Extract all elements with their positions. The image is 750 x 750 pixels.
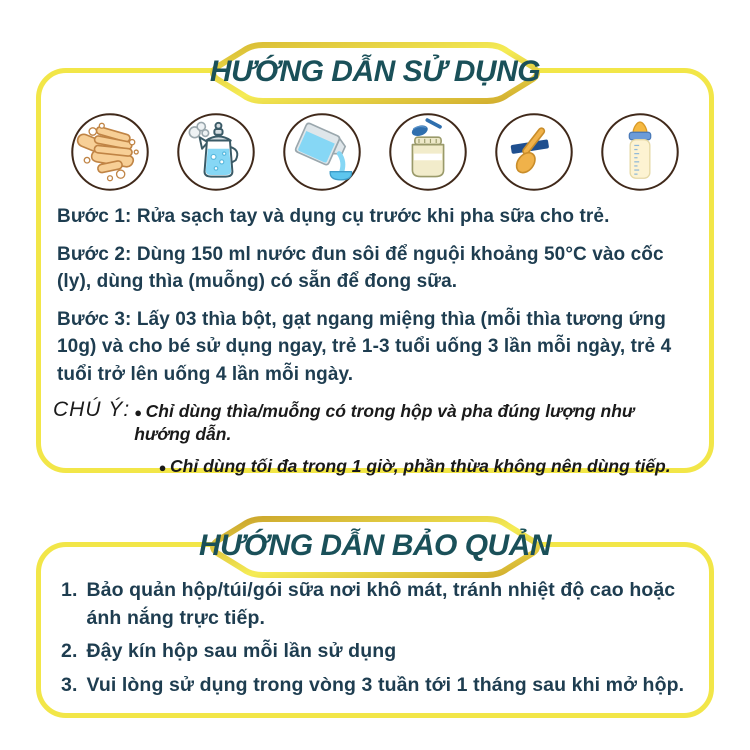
- step-1-label: Bước 1:: [57, 206, 132, 227]
- storage-title: HƯỚNG DẪN BẢO QUẢN: [198, 528, 552, 562]
- storage-title-badge: [198, 515, 552, 579]
- storage-item-1-text: Bảo quản hộp/túi/gói sữa nơi khô mát, tránh nhiệt độ cao hoặc ánh nắng trực tiếp.: [86, 579, 676, 629]
- usage-title-badge: [205, 41, 545, 105]
- storage-item-3: [61, 672, 687, 700]
- usage-title: HƯỚNG DẪN SỬ DỤNG: [209, 54, 541, 88]
- usage-steps: [41, 203, 709, 388]
- usage-icons-row: [41, 111, 709, 193]
- wash-hands-icon: [69, 111, 151, 193]
- step-3-text: Lấy 03 thìa bột, gạt ngang miệng thìa (mỗi thìa tương ứng 10g) và cho bé sử dụng ngay, trẻ 1-3 tuổi uống 3 lần mỗi ngày, trẻ 4 tuổi trở lên uống 4 lần mỗi ngày.: [57, 308, 672, 385]
- pour-water-icon: [281, 111, 363, 193]
- storage-item-1-number: 1.: [61, 579, 78, 601]
- level-spoon-icon: [493, 111, 575, 193]
- baby-bottle-icon: [599, 111, 681, 193]
- storage-item-3-number: 3.: [61, 674, 78, 697]
- step-2-text: Dùng 150 ml nước đun sôi để nguội khoảng 50°C vào cốc (ly), dùng thìa (muỗng) có sẵn để đong sữa.: [57, 243, 664, 293]
- storage-item-2: [61, 638, 687, 666]
- note-item-1: ● Chỉ dùng thìa/muỗng có trong hộp và pha đúng lượng như hướng dẫn.: [134, 400, 695, 446]
- note-item-2: ● Chỉ dùng tối đa trong 1 giờ, phần thừa không nên dùng tiếp.: [159, 455, 671, 478]
- step-2-label: Bước 2:: [57, 243, 132, 265]
- storage-item-2-text: Đậy kín hộp sau mỗi lần sử dụng: [86, 640, 397, 663]
- step-3-label: Bước 3:: [57, 308, 132, 330]
- usage-step-3: [57, 306, 693, 389]
- storage-panel: [36, 528, 714, 718]
- usage-step-2: [57, 241, 693, 296]
- usage-panel: [36, 54, 714, 476]
- storage-item-2-number: 2.: [61, 640, 78, 663]
- note-label: CHÚ Ý:: [53, 398, 131, 422]
- storage-item-1: [61, 577, 687, 632]
- step-1-text: Rửa sạch tay và dụng cụ trước khi pha sữa cho trẻ.: [136, 206, 610, 227]
- note-items: [134, 398, 695, 477]
- usage-note: [41, 398, 709, 477]
- powder-jar-icon: [387, 111, 469, 193]
- usage-step-1: [57, 203, 693, 231]
- storage-item-3-text: Vui lòng sử dụng trong vòng 3 tuần tới 1 tháng sau khi mở hộp.: [86, 674, 685, 697]
- boil-kettle-icon: [175, 111, 257, 193]
